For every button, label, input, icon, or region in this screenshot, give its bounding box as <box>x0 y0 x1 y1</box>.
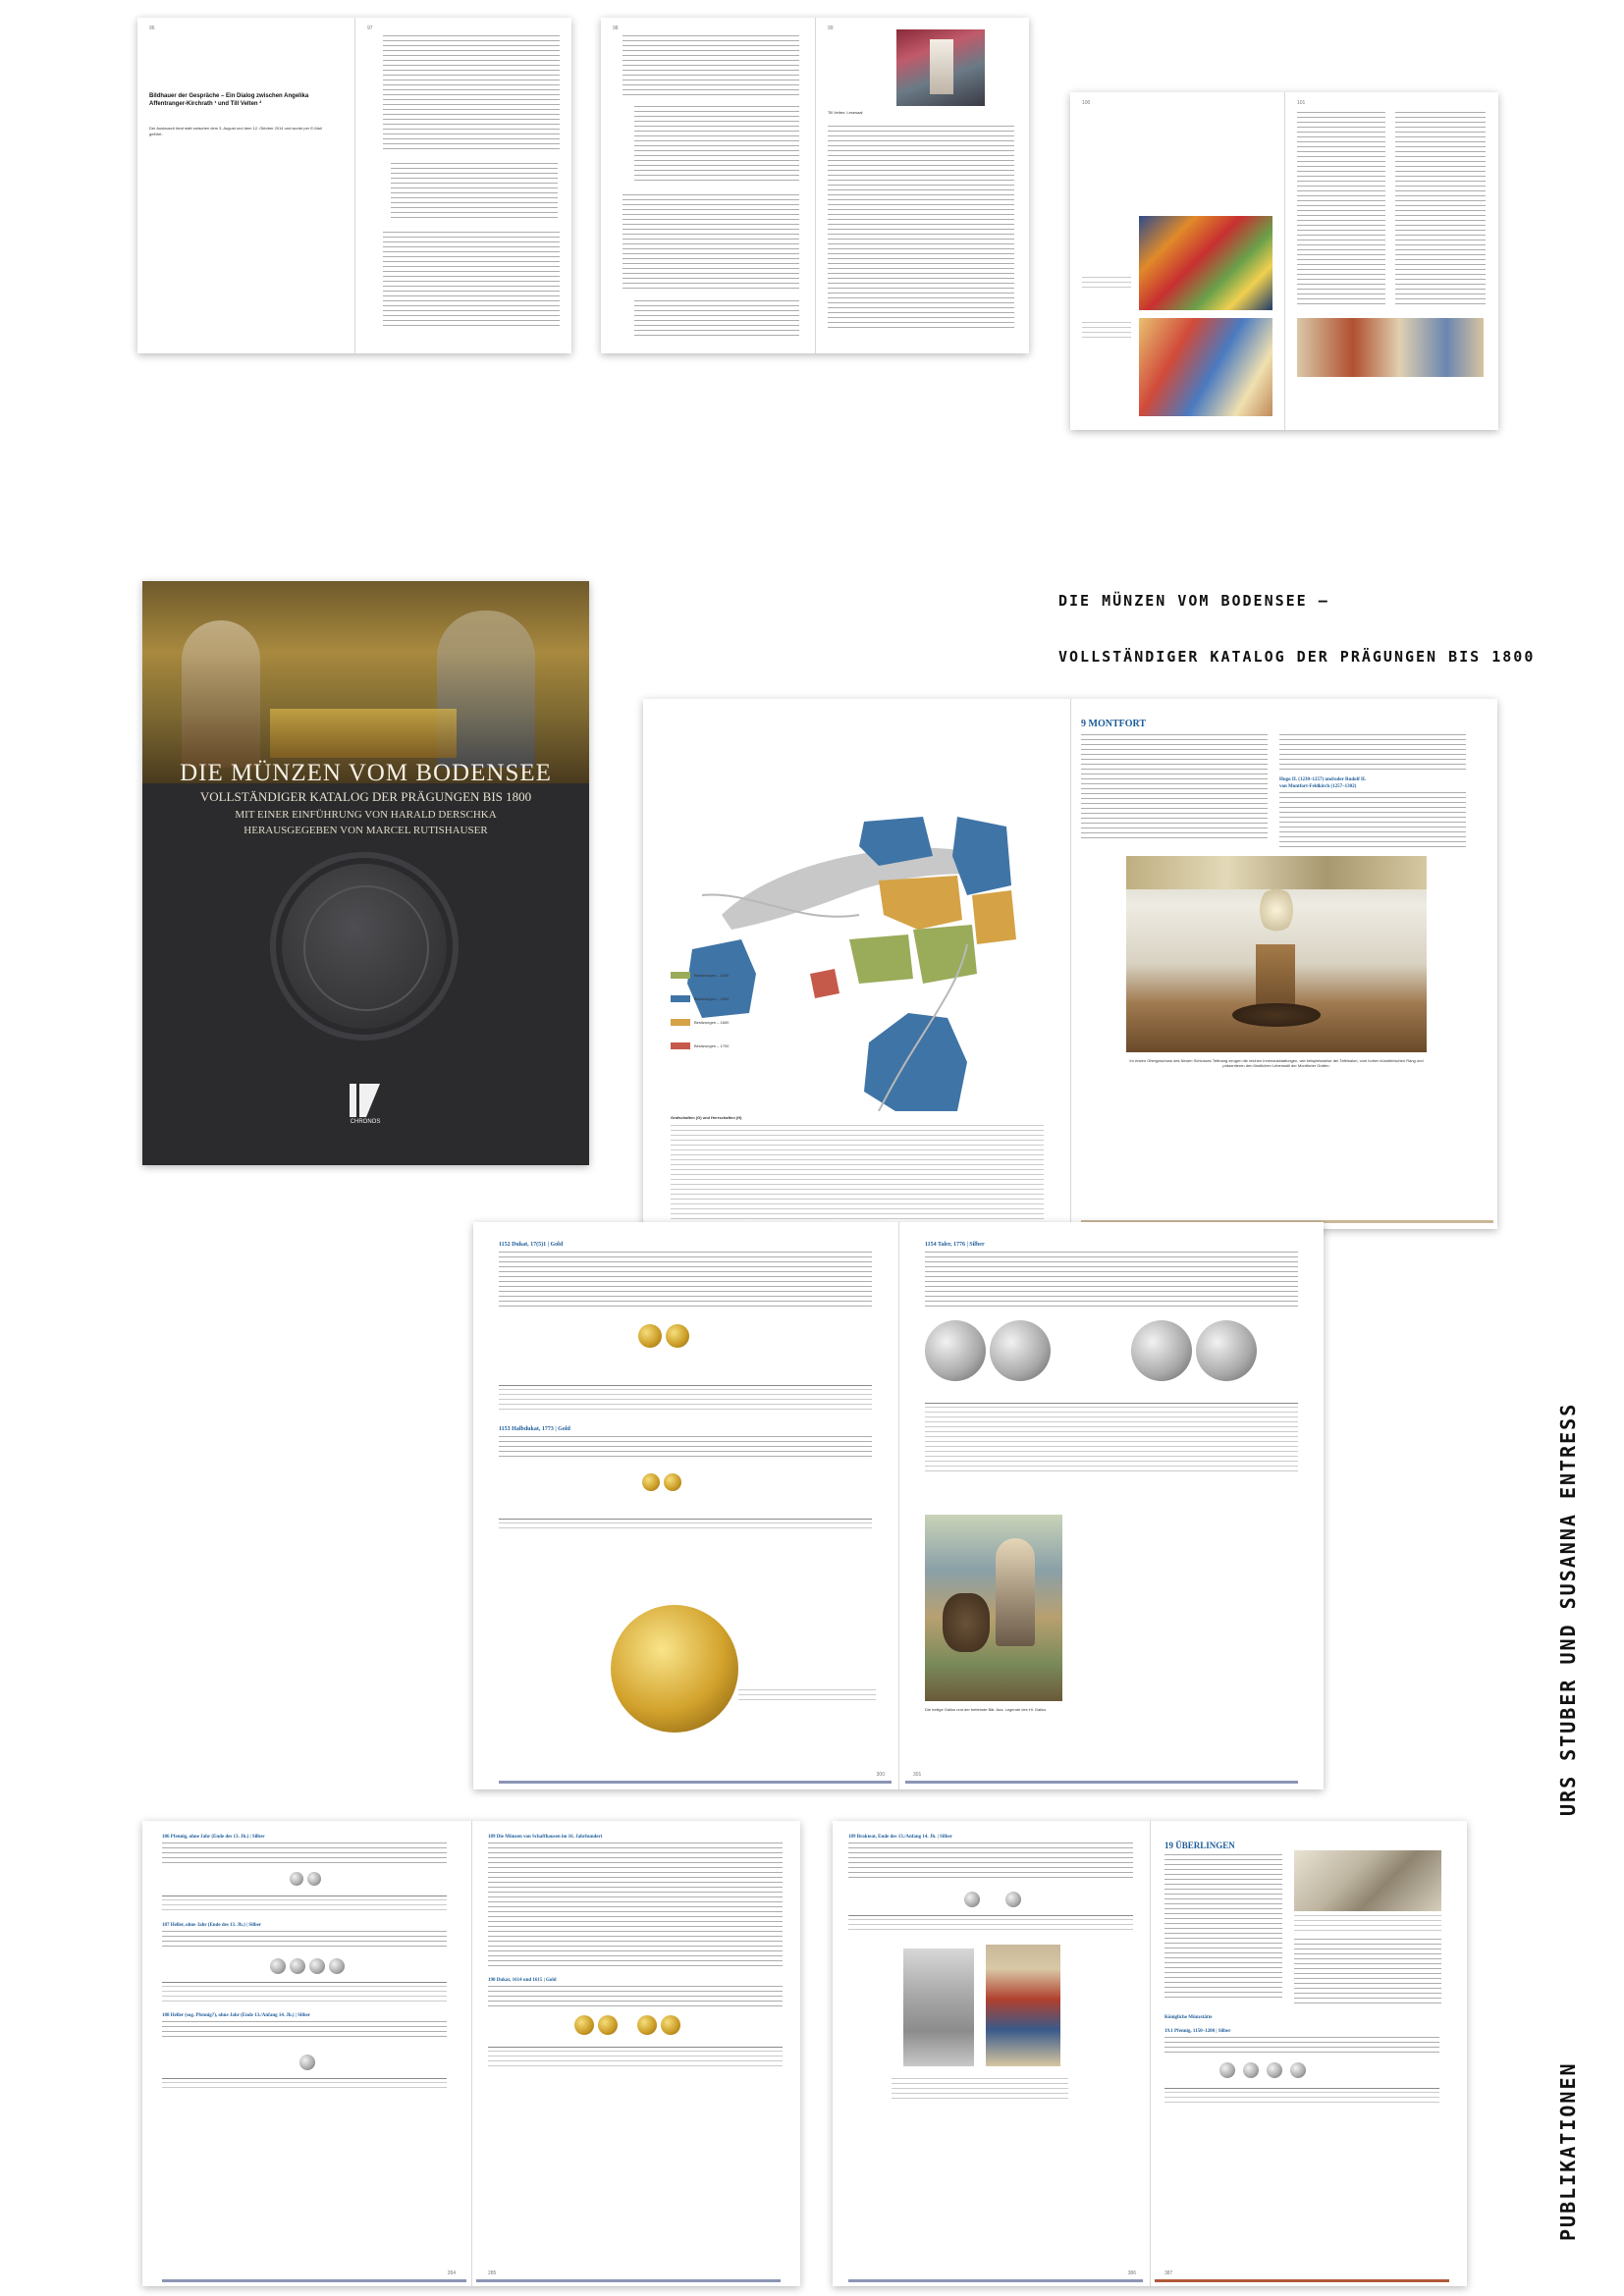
entry-heading: 187 Heller, ohne Jahr (Ende des 13. Jh.) | Silber <box>162 1923 262 1928</box>
table-rows <box>1164 2092 1439 2106</box>
page-number: 386 <box>1127 2270 1136 2276</box>
page-number: 99 <box>828 26 834 31</box>
page-left <box>833 1821 1150 2286</box>
coin <box>1267 2062 1282 2078</box>
entry-heading: 1154 Taler, 1776 | Silber <box>925 1242 985 1248</box>
footer-bar <box>162 2279 466 2282</box>
entry-heading: 190 Dukat, 1614 und 1615 | Gold <box>488 1978 557 1983</box>
cover-editor: HERAUSGEGEBEN VON MARCEL RUTISHAUSER <box>244 825 488 836</box>
page-number: 285 <box>488 2270 497 2276</box>
photo-caption <box>892 2078 1068 2102</box>
photo-caption: Im ersten Obergeschoss des Neuen Schlosses Tettnang zeugen die reichen Innenausstattungen, wie beispielsweise der Tafelsalon, vom hohen künstlerischen Rang und präsentieren den fürstlichen Lebensstil der Montforter Grafen. <box>1129 1058 1424 1068</box>
territory-1400-c <box>972 890 1016 944</box>
coin-obverse <box>642 1473 660 1491</box>
coin-reverse <box>1196 1320 1257 1381</box>
cover-title: DIE MÜNZEN VOM BODENSEE <box>180 760 552 786</box>
body-text <box>1297 112 1385 304</box>
figure-bear <box>943 1593 990 1652</box>
page-right-coins <box>899 1222 1324 1789</box>
subhead: von Montfort-Feldkirch (1257–1302) <box>1279 784 1357 789</box>
page-left <box>142 1821 471 2286</box>
entry-description <box>925 1252 1298 1310</box>
painting-photo <box>1139 216 1272 310</box>
territory-1500-east <box>952 817 1011 895</box>
territory-1500-west <box>687 939 756 1018</box>
entry-heading: 186 Pfennig, ohne Jahr (Ende des 13. Jh.) | Silber <box>162 1835 265 1840</box>
painting-figure <box>182 620 260 768</box>
coin-enlarged-detail <box>611 1605 738 1733</box>
coin <box>290 1872 303 1886</box>
body-text <box>488 1842 783 1970</box>
spread-ueberlingen <box>833 1821 1467 2286</box>
entry-description <box>162 2021 447 2039</box>
territory-1400-b <box>913 925 977 984</box>
page-number: 301 <box>913 1772 922 1778</box>
body-text <box>634 106 799 185</box>
cover-painting <box>142 581 589 783</box>
table-rule <box>499 1519 872 1520</box>
spread-interview-1 <box>137 18 571 353</box>
body-text-col-1 <box>1081 734 1268 842</box>
coin <box>270 1958 286 1974</box>
book-cover <box>142 581 589 1165</box>
page-number: 97 <box>367 26 373 31</box>
section-heading: Königliche Münzstätte <box>1164 2015 1213 2020</box>
table-rows <box>499 1389 872 1413</box>
legend-label-1600: Besitzungen – 1600 <box>694 1020 730 1025</box>
body-text <box>383 232 560 330</box>
coin <box>1005 1892 1021 1907</box>
section-label: PUBLIKATIONEN <box>1556 2061 1580 2241</box>
coin <box>637 2015 657 2035</box>
ceiling-fresco <box>1126 856 1427 889</box>
table-rule <box>925 1403 1298 1404</box>
coin-obverse <box>638 1324 662 1348</box>
entry-description <box>162 1931 447 1949</box>
page-number: 387 <box>1164 2270 1173 2276</box>
publisher-logo <box>340 1084 391 1127</box>
page-right-text <box>1071 699 1497 1229</box>
table-rows <box>488 2051 783 2066</box>
coin <box>329 1958 345 1974</box>
caption-text <box>1082 277 1131 291</box>
palace-interior-photo <box>1126 856 1427 1052</box>
entry-description <box>488 1986 783 2007</box>
body-text <box>1395 112 1486 304</box>
legend-swatch-1700 <box>671 1042 690 1049</box>
detail-caption <box>738 1689 876 1703</box>
page-left <box>137 18 354 353</box>
coin-reverse <box>666 1324 689 1348</box>
footer-bar <box>1155 2279 1449 2282</box>
coin-obverse <box>925 1320 986 1381</box>
entry-description <box>162 1842 447 1866</box>
body-text <box>634 300 799 336</box>
table-rows <box>925 1407 1298 1475</box>
logo-bar <box>359 1084 366 1117</box>
page-number: 98 <box>613 26 619 31</box>
body-text <box>391 163 558 222</box>
entry-heading: 188 Heller (sog. Pfennig?), ohne Jahr (Ende 13./Anfang 14. Jh.) | Silber <box>162 2013 310 2018</box>
legend-swatch-1400 <box>671 972 690 979</box>
page-number: 101 <box>1297 100 1306 106</box>
page-number: 300 <box>876 1772 885 1778</box>
coin <box>299 2055 315 2070</box>
entry-description <box>499 1252 872 1310</box>
coin-reverse <box>990 1320 1051 1381</box>
coin <box>290 1958 305 1974</box>
spread-coins-1 <box>473 1222 1324 1789</box>
table-rule <box>488 2047 783 2048</box>
body-text-col-1 <box>1164 1854 1282 2002</box>
cover-subtitle: VOLLSTÄNDIGER KATALOG DER PRÄGUNGEN BIS 1800 <box>199 789 532 804</box>
map-caption <box>1294 1915 1441 1931</box>
round-table <box>1232 1003 1321 1027</box>
table-rule <box>499 1385 872 1386</box>
cover-coin <box>270 852 459 1041</box>
photo-caption: Till Velten: Lesesaal <box>828 110 863 115</box>
page-number: 100 <box>1082 100 1091 106</box>
footer-bar <box>499 1781 892 1784</box>
stone-relief-photo <box>903 1949 974 2066</box>
body-text-col-2 <box>1294 1939 1441 2007</box>
body-text-col-2 <box>1279 734 1466 774</box>
page-number: 284 <box>447 2270 456 2276</box>
table-rule <box>1164 2088 1439 2089</box>
manuscript-illustration <box>925 1515 1062 1701</box>
header-line-1: DIE MÜNZEN VOM BODENSEE – <box>1058 592 1329 610</box>
coin <box>307 1872 321 1886</box>
body-text-col-2b <box>1279 792 1466 847</box>
publications-label <box>1556 2061 1580 2241</box>
table-rows <box>162 1899 447 1913</box>
spread-interview-2 <box>601 18 1029 353</box>
page-number: 96 <box>149 26 155 31</box>
page-right <box>472 1821 800 2286</box>
coin <box>598 2015 618 2035</box>
legend-swatch-1500 <box>671 995 690 1002</box>
coin-reverse <box>664 1473 681 1491</box>
chapter-title: 19 ÜBERLINGEN <box>1164 1841 1235 1850</box>
table-rows <box>162 2082 447 2088</box>
photo-light <box>930 39 953 94</box>
page-right <box>816 18 1029 353</box>
caption-text <box>1082 322 1131 342</box>
entry-description <box>499 1436 872 1460</box>
coin-obverse <box>1131 1320 1192 1381</box>
body-text <box>828 126 1014 332</box>
town-map-engraving <box>1294 1850 1441 1911</box>
footer-bar <box>848 2279 1143 2282</box>
coin <box>1290 2062 1306 2078</box>
entry-description <box>1164 2037 1439 2055</box>
section-heading: 189 Die Münzen von Schaffhausen im 16. Jahrhundert <box>488 1835 603 1840</box>
children-painting-photo <box>1139 318 1272 416</box>
page-left <box>1070 92 1284 430</box>
body-text <box>383 35 560 153</box>
coin-inner-ring <box>303 885 429 1011</box>
page-right <box>355 18 571 353</box>
coin <box>1243 2062 1259 2078</box>
entry-heading: 1153 Halbdukat, 1773 | Gold <box>499 1426 570 1432</box>
page-left-map <box>643 699 1070 1229</box>
coin <box>574 2015 594 2035</box>
spread-map-montfort <box>643 699 1497 1229</box>
territory-map <box>663 719 1056 1111</box>
legend-label-1500: Besitzungen – 1500 <box>694 996 730 1001</box>
painting-table <box>270 709 457 758</box>
manuscript-miniature <box>986 1945 1060 2066</box>
article-subtitle: Der Austausch fand statt zwischen dem 3. August und dem 12. Oktober 2014 und wurde per E-Mail geführt. <box>149 126 322 136</box>
territory-1700 <box>810 969 839 998</box>
subhead: Hugo II. (1230–1257) und/oder Rudolf II. <box>1279 777 1367 782</box>
entry-heading: 189 Brakteat, Ende des 13./Anfang 14. Jh. | Silber <box>848 1835 952 1840</box>
table-rule <box>162 1982 447 1983</box>
coin <box>309 1958 325 1974</box>
cover-intro: MIT EINER EINFÜHRUNG VON HARALD DERSCHKA <box>235 809 497 821</box>
logo-bar <box>350 1084 356 1117</box>
body-text <box>623 194 799 293</box>
territory-1600 <box>849 934 913 984</box>
legend-label-1400: Besitzungen – 1400 <box>694 973 730 978</box>
authors-name: URS STUBER UND SUSANNA ENTRESS <box>1556 1402 1580 1816</box>
figure-saint <box>996 1538 1035 1646</box>
publisher-name: CHRONOS <box>350 1119 381 1125</box>
header-line-2: VOLLSTÄNDIGER KATALOG DER PRÄGUNGEN BIS 1800 <box>1058 648 1536 666</box>
coin <box>1219 2062 1235 2078</box>
workshop-photo <box>1297 318 1484 377</box>
spread-coins-2 <box>142 1821 800 2286</box>
table-rule <box>162 2078 447 2079</box>
article-title: Bildhauer der Gespräche – Ein Dialog zwischen Angelika Affentranger-Kirchrath ¹ und Till Velten ² <box>149 93 309 107</box>
installation-photo <box>896 29 985 106</box>
page-left-coins <box>473 1222 898 1789</box>
entry-heading: 1152 Dukat, 17(5)1 | Gold <box>499 1242 564 1248</box>
body-text <box>623 35 799 98</box>
table-rows <box>162 1986 447 2005</box>
coin <box>661 2015 680 2035</box>
footer-bar <box>905 1781 1298 1784</box>
authors-label <box>1556 1403 1580 1816</box>
entry-description <box>848 1842 1133 1882</box>
chapter-title: 9 MONTFORT <box>1081 719 1147 729</box>
page-right <box>1151 1821 1467 2286</box>
table-rows <box>848 1919 1133 1933</box>
coin <box>964 1892 980 1907</box>
table-rows <box>499 1522 872 1532</box>
spread-interview-3 <box>1070 92 1498 430</box>
legend-swatch-1600 <box>671 1019 690 1026</box>
table-rule <box>848 1915 1133 1916</box>
page-right <box>1285 92 1498 430</box>
logo-wedge <box>366 1084 380 1117</box>
territory-1500-south <box>864 1013 967 1111</box>
legend-table <box>671 1125 1044 1219</box>
chandelier <box>1260 885 1293 934</box>
footer-bar <box>476 2279 781 2282</box>
territory-1400 <box>879 876 962 930</box>
page-left <box>601 18 815 353</box>
entry-heading: 19.1 Pfennig, 1150–1200 | Silber <box>1164 2029 1231 2034</box>
legend-label-1700: Besitzungen – 1700 <box>694 1043 730 1048</box>
illustration-caption: Die heilige Gallus und der bettelnde Bär. Aus: Legende des Hl. Gallus <box>925 1707 1047 1712</box>
legend-table-title: Grafschaften (G) und Herrschaften (H) <box>671 1115 742 1120</box>
